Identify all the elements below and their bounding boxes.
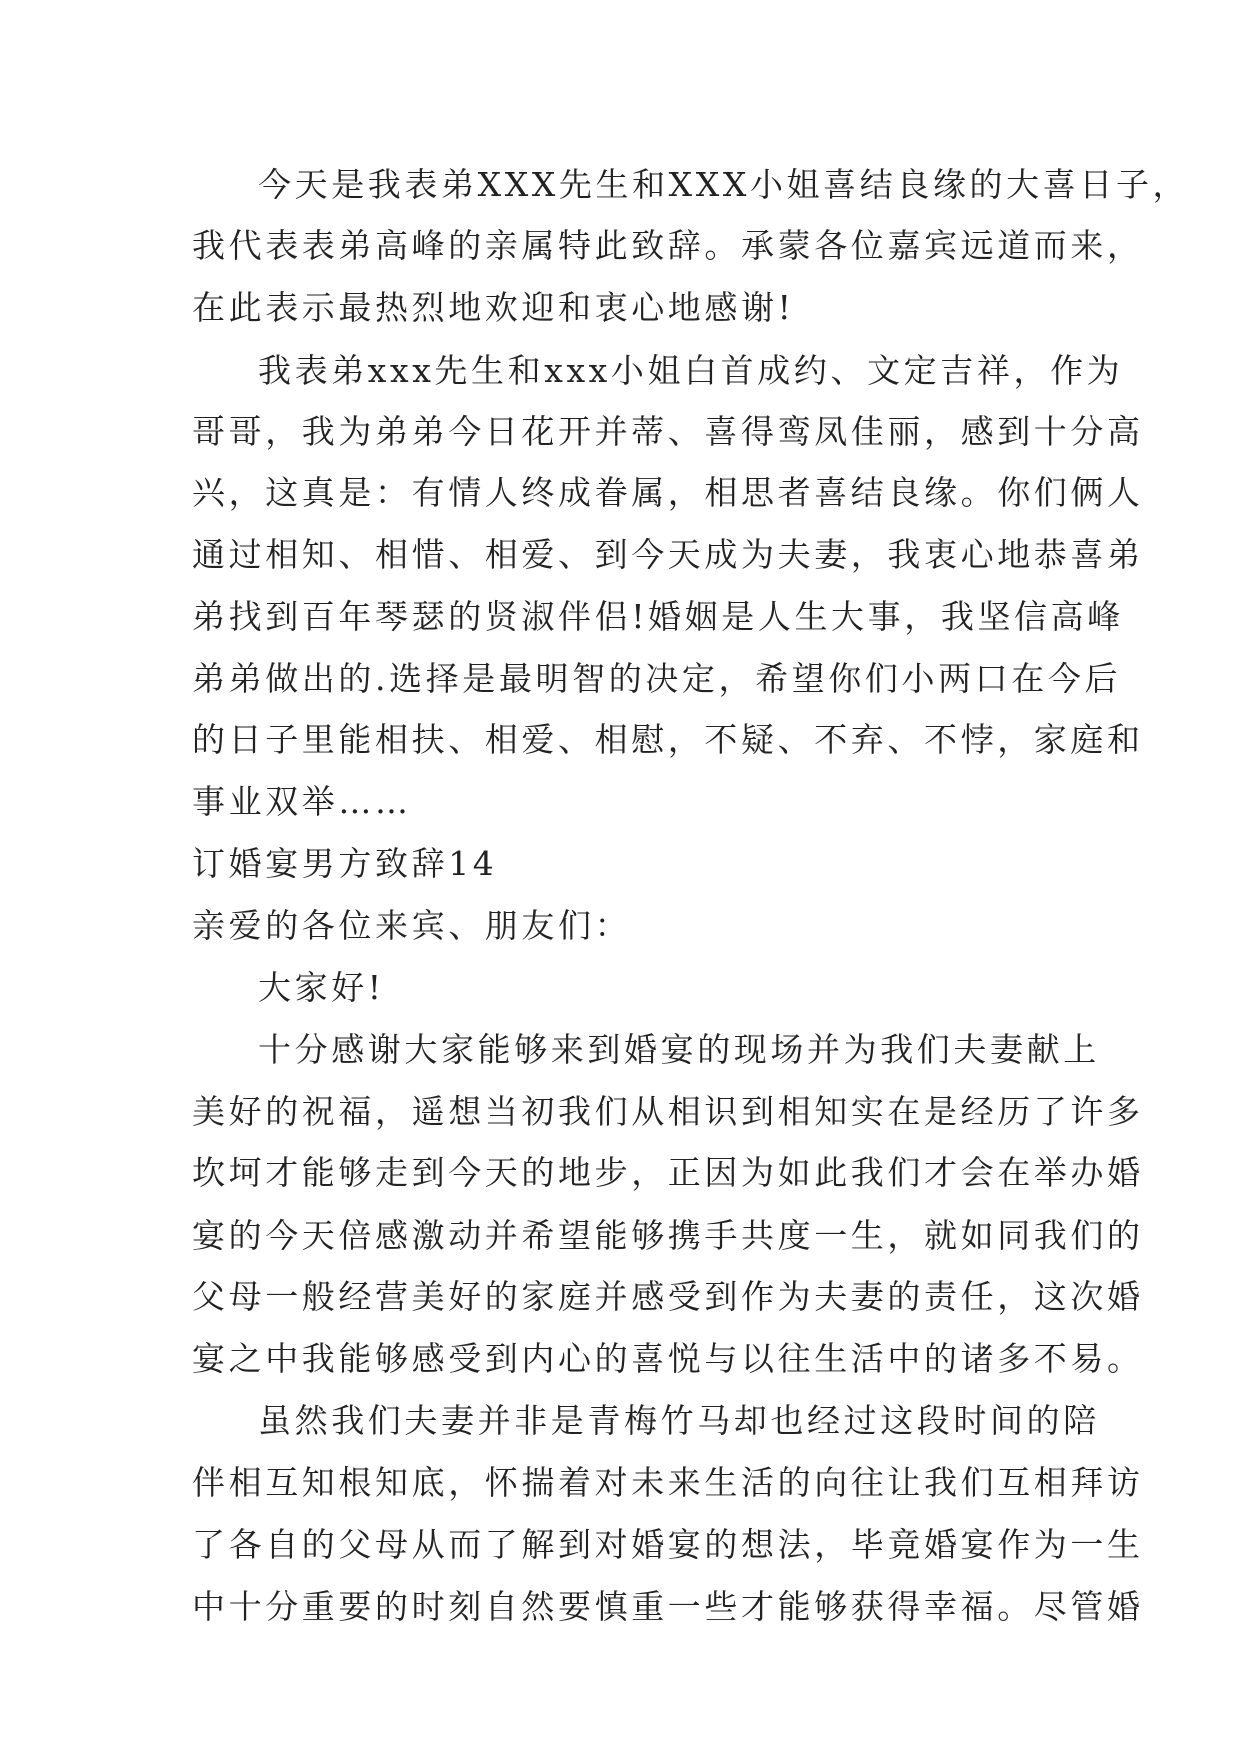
paragraph-4-line-2: 伴相互知根知底，怀揣着对未来生活的向往让我们互相拜访 [192,1463,1144,1502]
paragraph-3-line-2: 美好的祝福，遥想当初我们从相识到相知实在是经历了许多 [192,1092,1144,1131]
paragraph-3-line-3: 坎坷才能够走到今天的地步，正因为如此我们才会在举办婚 [192,1153,1144,1192]
paragraph-2-line-1: 我表弟xxx先生和xxx小姐白首成约、文定吉祥，作为 [258,351,1124,390]
paragraph-2-line-2: 哥哥，我为弟弟今日花开并蒂、喜得鸾凤佳丽，感到十分高 [192,412,1144,451]
salutation: 亲爱的各位来宾、朋友们： [192,906,632,945]
paragraph-2-line-4: 通过相知、相惜、相爱、到今天成为夫妻，我衷心地恭喜弟 [192,535,1144,574]
paragraph-2-line-8: 事业双举…… [192,782,412,821]
paragraph-2-line-5: 弟找到百年琴瑟的贤淑伴侣!婚姻是人生大事，我坚信高峰 [192,597,1124,636]
paragraph-1-line-2: 我代表表弟高峰的亲属特此致辞。承蒙各位嘉宾远道而来， [192,226,1144,265]
paragraph-4-line-3: 了各自的父母从而了解到对婚宴的想法，毕竟婚宴作为一生 [192,1525,1144,1564]
paragraph-3-line-6: 宴之中我能够感受到内心的喜悦与以往生活中的诸多不易。 [192,1339,1144,1378]
paragraph-1-line-1: 今天是我表弟XXX先生和XXX小姐喜结良缘的大喜日子， [258,165,1190,204]
paragraph-3-line-4: 宴的今天倍感激动并希望能够携手共度一生，就如同我们的 [192,1216,1144,1255]
paragraph-2-line-7: 的日子里能相扶、相爱、相慰，不疑、不弃、不悖，家庭和 [192,720,1144,759]
paragraph-2-line-6: 弟弟做出的.选择是最明智的决定，希望你们小两口在今后 [192,659,1122,698]
paragraph-3-line-1: 十分感谢大家能够来到婚宴的现场并为我们夫妻献上 [258,1030,1100,1069]
greeting: 大家好! [258,968,385,1007]
section-heading: 订婚宴男方致辞14 [192,844,498,883]
paragraph-3-line-5: 父母一般经营美好的家庭并感受到作为夫妻的责任，这次婚 [192,1277,1144,1316]
paragraph-4-line-4: 中十分重要的时刻自然要慎重一些才能够获得幸福。尽管婚 [192,1587,1144,1626]
paragraph-2-line-3: 兴，这真是：有情人终成眷属，相思者喜结良缘。你们俩人 [192,473,1144,512]
paragraph-1-line-3: 在此表示最热烈地欢迎和衷心地感谢! [192,288,795,327]
paragraph-4-line-1: 虽然我们夫妻并非是青梅竹马却也经过这段时间的陪 [258,1401,1100,1440]
